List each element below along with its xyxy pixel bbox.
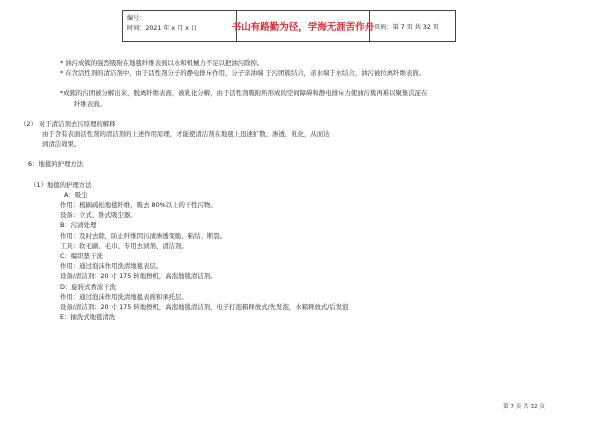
bullet-3: *成簇的污团被分解出来，脱离纤维表面，被乳化分解，由于活性剂吸附所形成的空间障碍和静电排斥力使油污簇再难以聚集沉淀在 <box>60 89 428 98</box>
item-a-purpose: 作用：梳刷疏松地毯纤维，吸去 80%以上的干性污物。 <box>60 201 217 210</box>
item-c-purpose: 作用：通过泡沫作用洗清地毯表层。 <box>60 262 163 271</box>
item-b-tools: 工具：软毛刷、毛巾、专用去渍剂、清洁剂。 <box>60 241 188 250</box>
bullet-3-cont: 纤维表面。 <box>74 99 106 108</box>
page-footer: 第 7 页 共 32 页 <box>503 404 545 410</box>
item-b: B：污渍处理 <box>60 221 97 230</box>
item-c-equipment: 设备/清洁剂：20 寸 175 转地擦机，高泡地毯清洁剂。 <box>60 272 217 281</box>
section-6-heading: 6：地毯的护理方法 <box>28 160 84 169</box>
item-e: E：抽洗式地毯清洗 <box>60 313 116 322</box>
item-a-equipment: 设备：立式、卧式吸尘器。 <box>60 211 137 220</box>
header-motto: 书山有路勤为径，学海无涯苦作舟 <box>231 22 375 33</box>
header-meta <box>123 11 237 41</box>
item-d: D：旋转式香波干洗 <box>60 282 117 291</box>
subsection-1-heading: （1）地毯的护理方法 <box>30 180 92 189</box>
header-page-label: 页码：第 7 页 共 32 页 <box>374 23 439 31</box>
time-label: 时间：2021 年 x 月 x 日 <box>127 25 198 32</box>
principle-line-2: 到清洁效果。 <box>42 140 81 149</box>
item-b-purpose: 作用：及时去除，防止纤维因污渍渗透变脆、粘结、断裂。 <box>60 231 227 240</box>
principle-heading: （2） 对于清洁剂去污原理的解释 <box>20 119 116 128</box>
page-header <box>122 10 456 42</box>
bullet-2: * 在含活性剂的清洁剂中，由于活性剂分子的静电排斥作用，分子亲油端 于污团簇结合，亲水端于水结合，油污被拉离纤维表面。 <box>60 69 426 78</box>
bullet-1: * 油污成簇的强烈吸附在地毯纤维表面以水和机械力不足以把油污除掉。 <box>60 59 264 67</box>
header-motto-cell <box>231 11 375 41</box>
item-d-purpose: 作用：通过泡沫作用洗清地毯表面和承托层。 <box>60 292 188 301</box>
header-page-info <box>370 11 455 41</box>
number-label: 编号： <box>127 15 146 22</box>
item-c: C：编织垫干洗 <box>60 252 103 261</box>
document-body <box>20 58 560 322</box>
item-d-equipment: 设备/清洁剂：20 寸 175 转地擦机，高泡地毯清洁剂，电子打泡箱释放式/先发泡，水箱释放式/后发泡 <box>60 303 349 312</box>
item-a: A：吸尘 <box>64 190 88 199</box>
principle-line-1: 由于含有表面活性剂的清洁剂的上述作用原理，才能使清洁剂在地毯上迅速扩散、渗透，乳化，从而达 <box>42 130 330 139</box>
